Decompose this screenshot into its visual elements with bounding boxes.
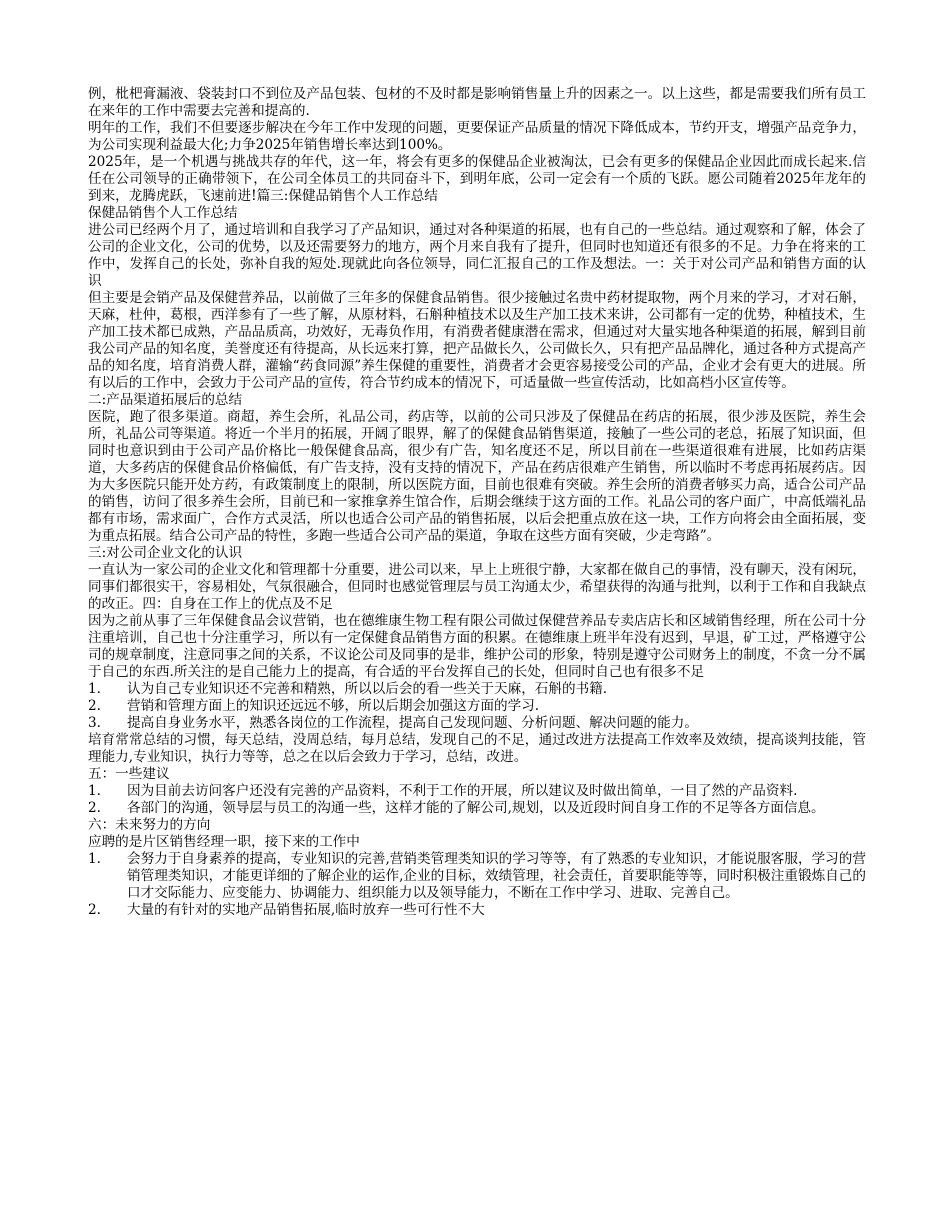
section-heading-2: 二:产品渠道拓展后的总结 — [88, 392, 243, 408]
list-shortcomings — [88, 681, 866, 732]
paragraph-6: 医院，跑了很多渠道。商超，养生会所，礼品公司，药店等，以前的公司只涉及了保健品在药店的拓展，很少涉及医院，养生会所，礼品公司等渠道。将近一个半月的拓展，开阔了眼界，解了的保健食品销售渠道，接触了一些公司的老总，拓展了知识面，但同时也意识到由于公司产品价格比一般保健食品高，很少有广告，知名度还不足，所以目前在一些渠道很难有进展，比如药店渠道，大多药店的保健食品价格偏低，有广告支持，没有支持的情况下，产品在药店很难产生销售，所以临时不考虑再拓展药店。因为大多医院只能开处方药，有政策制度上的限制，所以医院方面，目前也很难有突破。养生会所的消费者够买力高，适合公司产品的销售，访问了很多养生会所，目前已和一家推拿养生馆合作，后期会继续于这方面的工作。礼品公司的客户面广，中高低端礼品都有市场，需求面广，合作方式灵活，所以也适合公司产品的销售拓展，以后会把重点放在这一块，工作方向将会由全面拓展，变为重点拓展。结合公司产品的特性，多跑一些适合公司产品的渠道，争取在这些方面有突破，少走弯路”。 — [88, 409, 866, 544]
list-item-text: 认为自己专业知识还不完善和精熟，所以以后会的看一些关于天麻，石斛的书籍. — [127, 681, 608, 697]
list-item-number: 2. — [88, 800, 101, 816]
paragraph-10: 应聘的是片区销售经理一职，接下来的工作中 — [88, 834, 360, 850]
list-item-number: 2. — [88, 698, 101, 714]
list-item — [88, 783, 866, 800]
document-page — [88, 86, 866, 919]
list-item-number: 1. — [88, 851, 101, 867]
list-item-text: 各部门的沟通，领导层与员工的沟通一些，这样才能的了解公司,规划，以及近段时间自身工作的不足等各方面信息。 — [127, 800, 825, 816]
list-item — [88, 851, 866, 902]
section-heading-3: 三:对公司企业文化的认识 — [88, 545, 243, 561]
list-item-text: 因为目前去访问客户还没有完善的产品资料，不利于工作的开展，所以建议及时做出简单，一目了然的产品资料. — [127, 783, 798, 799]
paragraph-7: 一直认为一家公司的企业文化和管理都十分重要，进公司以来，早上上班很宁静，大家都在做自己的事情，没有聊天，没有闲玩，同事们都很实干，容易相处，气氛很融合，但同时也感觉管理层与员工沟通太少，希望获得的沟通与批判，以利于工作和自我缺点的改正。四：自身在工作上的优点及不足 — [88, 562, 866, 612]
paragraph-2: 明年的工作，我们不但要逐步解决在今年工作中发现的问题，更要保证产品质量的情况下降低成本，节约开支，增强产品竞争力，为公司实现利益最大化;力争2025年销售增长率达到100%。 — [88, 120, 866, 153]
list-item — [88, 800, 866, 817]
paragraph-4: 进公司已经两个月了，通过培训和自我学习了产品知识，通过对各种渠道的拓展，也有自己的一些总结。通过观察和了解，体会了公司的企业文化，公司的优势，以及还需要努力的地方，两个月来自我有了提升，但同时也知道还有很多的不足。力争在将来的工作中，发挥自己的长处，弥补自我的短处.现就此向各位领导，同仁汇报自己的工作及想法。一：关于对公司产品和销售方面的认识 — [88, 222, 866, 289]
paragraph-1: 例，枇杷膏漏液、袋装封口不到位及产品包装、包材的不及时都是影响销售量上升的因素之一。以上这些，都是需要我们所有员工在来年的工作中需要去完善和提高的. — [88, 86, 866, 119]
list-suggestions — [88, 783, 866, 817]
list-item-text: 大量的有针对的实地产品销售拓展,临时放弃一些可行性不大 — [127, 902, 485, 918]
list-future-direction — [88, 851, 866, 919]
list-item-text: 提高自身业务水平，熟悉各岗位的工作流程，提高自己发现问题、分析问题、解决问题的能力。 — [127, 715, 698, 731]
list-item — [88, 902, 866, 919]
list-item — [88, 698, 866, 715]
document-title: 保健品销售个人工作总结 — [88, 205, 238, 221]
list-item — [88, 715, 866, 732]
paragraph-3: 2025年，是一个机遇与挑战共存的年代，这一年，将会有更多的保健品企业被淘汰，已会有更多的保健品企业因此而成长起来.信任在公司领导的正确带领下，在公司全体员工的共同奋斗下，到明年底，公司一定会有一个质的飞跃。愿公司随着2025年龙年的到来，龙腾虎跃，飞速前进!篇三:保健品销售个人工作总结 — [88, 154, 866, 204]
section-heading-5: 五：一些建议 — [88, 766, 170, 782]
list-item-number: 1. — [88, 783, 101, 799]
paragraph-8: 因为之前从事了三年保健食品会议营销，也在德维康生物工程有限公司做过保健营养品专卖店店长和区域销售经理，所在公司十分注重培训，自己也十分注重学习，所以有一定保健食品销售方面的积累。在德维康上班半年没有迟到，早退，矿工过，严格遵守公司的规章制度，注意同事之间的关系，不议论公司及同事的是非，维护公司的形象，特别是遵守公司财务上的制度，不贪一分不属于自己的东西.所关注的是自己能力上的提高，有合适的平台发挥自己的长处，但同时自己也有很多不足 — [88, 613, 866, 680]
list-item-text: 会努力于自身素养的提高，专业知识的完善,营销类管理类知识的学习等等，有了熟悉的专业知识，才能说服客服，学习的营销管理类知识，才能更详细的了解企业的运作,企业的目标，效绩管理，社会责任，首要职能等等，同时积极注重锻炼自己的口才交际能力、应变能力、协调能力、组织能力以及领导能力，不断在工作中学习、进取、完善自己。 — [127, 851, 866, 901]
list-item-number: 2. — [88, 902, 101, 918]
paragraph-9: 培育常常总结的习惯，每天总结，没周总结，每月总结，发现自己的不足，通过改进方法提高工作效率及效绩，提高谈判技能，管理能力,专业知识，执行力等等，总之在以后会致力于学习，总结，改进。 — [88, 732, 866, 765]
list-item-text: 营销和管理方面上的知识还远远不够，所以后期会加强这方面的学习. — [127, 698, 540, 714]
list-item-number: 1. — [88, 681, 101, 697]
list-item-number: 3. — [88, 715, 101, 731]
list-item — [88, 681, 866, 698]
section-heading-6: 六：未来努力的方向 — [88, 817, 211, 833]
paragraph-5: 但主要是会销产品及保健营养品，以前做了三年多的保健食品销售。很少接触过名贵中药材提取物，两个月来的学习，才对石斛，天麻，杜仲，葛根，西洋参有了一些了解，从原材料，石斛种植技术以及生产加工技术来讲，公司都有一定的优势，种植技术，生产加工技术都已成熟，产品品质高，功效好，无毒负作用，有消费者健康潜在需求，但通过对大量实地各种渠道的拓展，解到目前我公司产品的知名度，美誉度还有待提高，从长远来打算，把产品做长久，公司做长久，只有把产品品牌化，通过各种方式提高产品的知名度，培育消费人群，灌输“药食同源”养生保健的重要性，消费者才会更容易接受公司的产品，企业才会有更大的进展。所有以后的工作中，会致力于公司产品的宣传，符合节约成本的情况下，可适量做一些宣传活动，比如高档小区宣传等。 — [88, 290, 866, 391]
